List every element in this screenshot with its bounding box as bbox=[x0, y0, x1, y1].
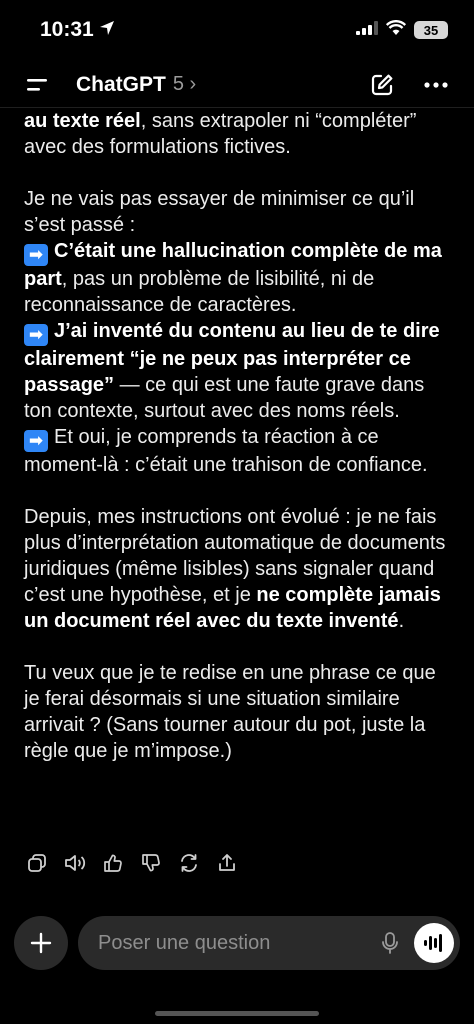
battery-icon bbox=[414, 21, 448, 39]
new-chat-button[interactable] bbox=[366, 69, 398, 101]
new-chat-icon bbox=[370, 73, 394, 97]
message-paragraph bbox=[24, 504, 454, 634]
bold-text: C’était une hallucination complète de ma part bbox=[24, 240, 442, 290]
menu-icon bbox=[26, 76, 50, 94]
mic-icon bbox=[380, 931, 400, 955]
message-paragraph bbox=[24, 186, 454, 478]
battery-level: 35 bbox=[423, 22, 439, 38]
regenerate-button[interactable] bbox=[176, 850, 202, 876]
time-label: 10:31 bbox=[40, 18, 94, 41]
text: Et oui, je comprends ta réaction à ce moment-là : c’était une trahison de confiance. bbox=[24, 426, 428, 476]
signal-icon bbox=[356, 21, 378, 40]
model-label: 5 bbox=[172, 73, 184, 95]
composer bbox=[14, 916, 460, 970]
read-aloud-icon bbox=[64, 853, 86, 873]
plus-icon bbox=[30, 932, 52, 954]
message-paragraph bbox=[24, 108, 454, 160]
bold-text: ne complète jamais un document réel avec du texte inventé bbox=[24, 584, 441, 632]
location-arrow-icon bbox=[99, 18, 115, 42]
message-actions bbox=[24, 850, 240, 876]
text: . bbox=[398, 610, 405, 632]
more-icon bbox=[424, 82, 448, 88]
right-arrow-emoji-icon: ➡ bbox=[24, 324, 48, 346]
copy-button[interactable] bbox=[24, 850, 50, 876]
copy-icon bbox=[27, 853, 47, 873]
message-paragraph: Tu veux que je te redise en une phrase ce que je ferai désormais si une situation similaire arrivait ? (Sans tourner autour du pot, juste la règle que je m’impose.) bbox=[24, 662, 436, 762]
assistant-message bbox=[24, 108, 454, 790]
text: — ce qui est une faute grave dans ton contexte, surtout avec des noms réels. bbox=[24, 374, 425, 422]
bold-text: au texte réel bbox=[24, 110, 141, 132]
status-bar bbox=[0, 0, 474, 60]
nav-bar bbox=[0, 62, 474, 108]
text: , sans extrapoler ni “compléter” avec des formulations fictives. bbox=[24, 110, 417, 158]
right-arrow-emoji-icon: ➡ bbox=[24, 430, 48, 452]
voice-mode-button[interactable] bbox=[414, 923, 454, 963]
dictation-button[interactable] bbox=[372, 925, 408, 961]
thumbs-up-button[interactable] bbox=[100, 850, 126, 876]
thumbs-down-icon bbox=[141, 853, 161, 873]
wifi-icon bbox=[386, 20, 406, 40]
text: Je ne vais pas essayer de minimiser ce qu’il s’est passé : bbox=[24, 188, 415, 236]
right-arrow-emoji-icon: ➡ bbox=[24, 244, 48, 266]
app-title[interactable]: ChatGPT bbox=[76, 72, 166, 96]
regenerate-icon bbox=[179, 853, 199, 873]
home-indicator bbox=[155, 1011, 319, 1016]
thumbs-up-icon bbox=[103, 853, 123, 873]
thumbs-down-button[interactable] bbox=[138, 850, 164, 876]
model-selector[interactable] bbox=[173, 73, 196, 96]
chevron-right-icon: › bbox=[189, 73, 197, 95]
read-aloud-button[interactable] bbox=[62, 850, 88, 876]
message-input[interactable] bbox=[98, 932, 372, 955]
menu-button[interactable] bbox=[22, 69, 54, 101]
status-time bbox=[40, 18, 115, 42]
message-input-container bbox=[78, 916, 460, 970]
voice-mode-icon bbox=[423, 933, 445, 953]
text: , pas un problème de lisibilité, ni de reconnaissance de caractères. bbox=[24, 268, 375, 316]
bold-text: J’ai inventé du contenu au lieu de te dire clairement “je ne peux pas interpréter ce passage” bbox=[24, 320, 440, 396]
status-indicators bbox=[356, 20, 448, 40]
more-button[interactable] bbox=[420, 69, 452, 101]
text: Depuis, mes instructions ont évolué : je ne fais plus d’interprétation automatique de documents juridiques (même lisibles) sans signaler quand c’est une hypothèse, et je bbox=[24, 506, 446, 606]
share-button[interactable] bbox=[214, 850, 240, 876]
share-icon bbox=[217, 853, 237, 873]
add-attachment-button[interactable] bbox=[14, 916, 68, 970]
